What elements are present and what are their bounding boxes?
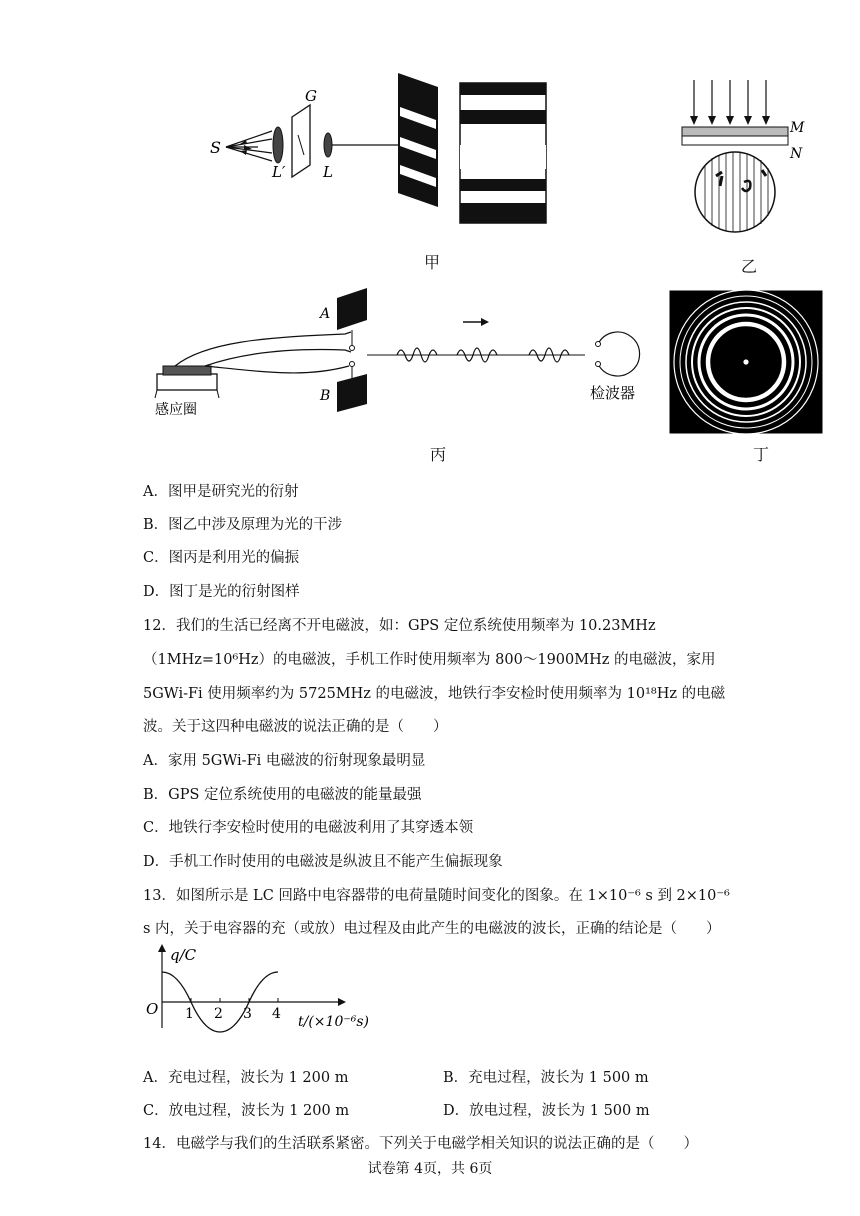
label-n: N xyxy=(790,146,803,162)
q14-stem: 14．电磁学与我们的生活联系紧密。下列关于电磁学相关知识的说法正确的是（ ） xyxy=(143,1136,698,1152)
q13-option-d[interactable]: D．放电过程，波长为 1 500 m xyxy=(443,1103,650,1119)
label-l: L xyxy=(323,163,333,181)
q11-option-c[interactable]: C．图丙是利用光的偏振 xyxy=(143,550,300,566)
q12-option-c[interactable]: C．地铁行李安检时使用的电磁波利用了其穿透本领 xyxy=(143,820,474,836)
q12-option-a[interactable]: A．家用 5GWi-Fi 电磁波的衍射现象最明显 xyxy=(143,753,426,769)
label-g: G xyxy=(305,87,317,105)
figure-jia xyxy=(200,65,560,235)
label-s: S xyxy=(210,138,221,157)
q12-option-d[interactable]: D．手机工作时使用的电磁波是纵波且不能产生偏振现象 xyxy=(143,854,503,870)
q13-stem-line: 13．如图所示是 LC 回路中电容器带的电荷量随时间变化的图象。在 1×10⁻⁶ s 到 2×10⁻⁶ xyxy=(143,888,730,904)
label-b: B xyxy=(320,388,331,404)
label-l-prime: L′ xyxy=(272,163,286,181)
q13-graph xyxy=(140,942,370,1034)
q13-option-c[interactable]: C．放电过程，波长为 1 200 m xyxy=(143,1103,350,1119)
figure-bing xyxy=(145,282,650,432)
figure-ding xyxy=(669,290,823,434)
graph-tick: 2 xyxy=(214,1006,223,1022)
q11-option-b[interactable]: B．图乙中涉及原理为光的干涉 xyxy=(143,517,343,533)
caption-ding: 丁 xyxy=(753,445,770,464)
q12-stem-line: （1MHz=10⁶Hz）的电磁波，手机工作时使用频率为 800～1900MHz 的电磁波，家用 xyxy=(143,652,716,668)
q12-stem-line: 5GWi-Fi 使用频率约为 5725MHz 的电磁波，地铁行李安检时使用频率为 10¹⁸Hz 的电磁 xyxy=(143,686,726,702)
caption-yi: 乙 xyxy=(741,257,758,276)
caption-bing: 丙 xyxy=(430,445,447,464)
graph-origin-label: O xyxy=(146,1000,159,1018)
graph-tick: 1 xyxy=(185,1006,194,1022)
q11-option-a[interactable]: A．图甲是研究光的衍射 xyxy=(143,484,299,500)
page-footer: 试卷第 4页，共 6页 xyxy=(367,1161,493,1177)
q11-option-d[interactable]: D．图丁是光的衍射图样 xyxy=(143,584,300,600)
q12-option-b[interactable]: B．GPS 定位系统使用的电磁波的能量最强 xyxy=(143,787,422,803)
label-a: A xyxy=(320,306,331,322)
q13-option-a[interactable]: A．充电过程，波长为 1 200 m xyxy=(143,1070,349,1086)
q13-option-b[interactable]: B．充电过程，波长为 1 500 m xyxy=(443,1070,649,1086)
figure-yi xyxy=(670,70,820,240)
detector-label: 检波器 xyxy=(590,384,636,402)
caption-jia: 甲 xyxy=(424,253,441,272)
coil-label: 感应圈 xyxy=(155,402,197,418)
graph-tick: 4 xyxy=(272,1006,281,1022)
q13-stem-line: s 内，关于电容器的充（或放）电过程及由此产生的电磁波的波长，正确的结论是（ ） xyxy=(143,921,721,937)
label-m: M xyxy=(790,120,805,136)
graph-x-label: t/(×10⁻⁶s) xyxy=(298,1014,369,1030)
q12-stem-line: 波。关于这四种电磁波的说法正确的是（ ） xyxy=(143,719,448,735)
graph-tick: 3 xyxy=(243,1006,252,1022)
q12-stem-line: 12．我们的生活已经离不开电磁波，如：GPS 定位系统使用频率为 10.23MHz xyxy=(143,618,656,634)
graph-y-label: q/C xyxy=(170,946,197,964)
